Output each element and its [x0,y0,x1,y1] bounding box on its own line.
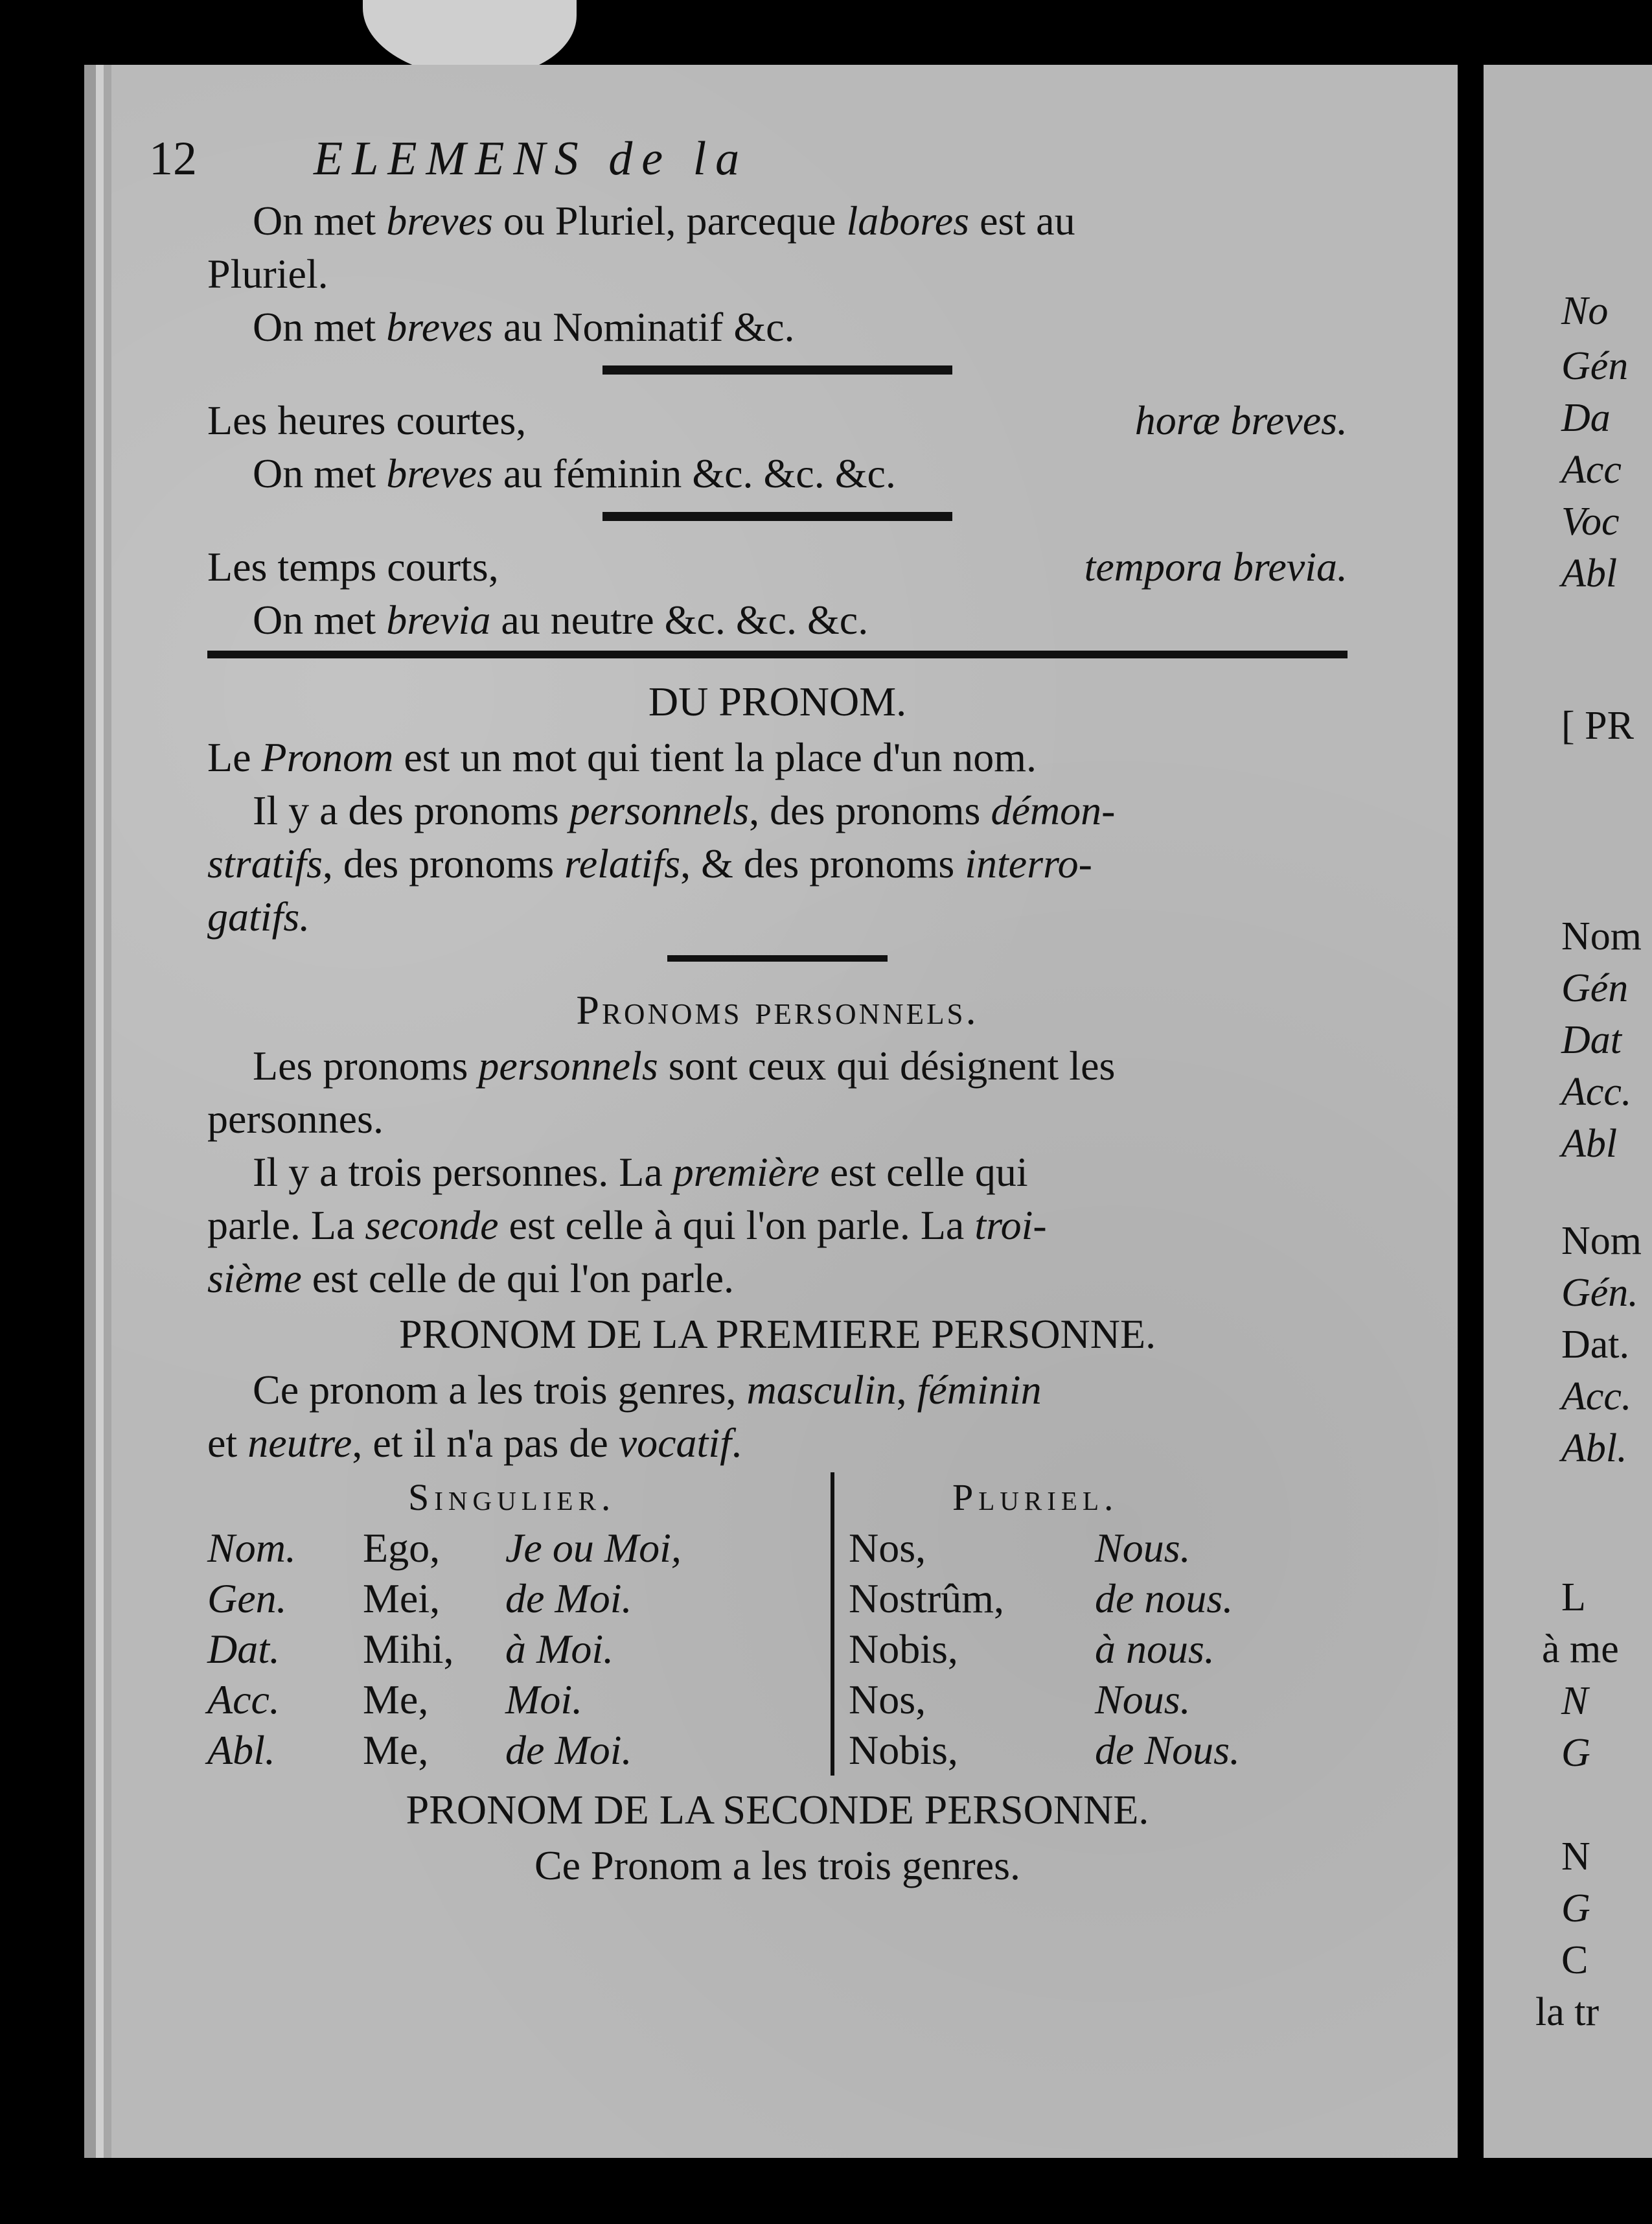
adjacent-line: Voc [1561,500,1620,544]
adjacent-line: Acc [1561,448,1622,492]
latin-singular: Mihi, [363,1626,454,1672]
french-singular: Je ou Moi, [505,1525,682,1571]
adjacent-line: Gén [1561,344,1629,388]
case-label: Acc. [207,1676,280,1722]
adjacent-line: Nom [1561,914,1642,958]
case-label: Dat. [207,1626,280,1672]
text-line: Il y a des pronoms personnels, des pronoms démon- [253,787,1116,833]
separator-rule [667,955,888,962]
adjacent-line: G [1561,1731,1590,1775]
text-line: parle. La seconde est celle à qui l'on parle. La troi- [207,1202,1047,1248]
adjacent-line: Abl. [1561,1426,1627,1470]
example-row: Les temps courts, tempora brevia. [207,544,1348,590]
latin-plural: Nobis, [849,1727,958,1773]
adjacent-line: Acc. [1561,1070,1632,1114]
text-line: Le Pronom est un mot qui tient la place d'un nom. [207,734,1037,780]
adjacent-line: G [1561,1886,1590,1930]
plural-heading: Pluriel. [952,1476,1119,1518]
adjacent-line: N [1561,1679,1589,1723]
adjacent-line: Gén [1561,966,1629,1010]
text-line: On met brevia au neutre &c. &c. &c. [253,597,869,643]
adjacent-page [1484,65,1652,2158]
adjacent-line: Da [1561,396,1611,440]
latin-plural: Nos, [849,1525,926,1571]
text-line: Pluriel. [207,251,328,297]
text-line: sième est celle de qui l'on parle. [207,1255,734,1301]
section-title: DU PRONOM. [648,678,907,724]
adjacent-line: Gén. [1561,1271,1638,1315]
running-title: ELEMENS de la [314,132,749,185]
text-line: personnes. [207,1096,384,1142]
section-title: PRONOM DE LA PREMIERE PERSONNE. [398,1311,1156,1357]
case-label: Nom. [207,1525,296,1571]
latin-plural: Nostrûm, [849,1575,1004,1621]
adjacent-line: Dat. [1561,1323,1630,1367]
separator-rule [207,651,1348,658]
latin-singular: Ego, [363,1525,441,1571]
latin-singular: Mei, [363,1575,441,1621]
adjacent-line: [ PR [1561,704,1634,748]
french-plural: de nous. [1095,1575,1233,1621]
text-line: On met breves au Nominatif &c. [253,304,795,350]
text-line: Il y a trois personnes. La première est celle qui [253,1149,1028,1195]
text-line: et neutre, et il n'a pas de vocatif. [207,1420,742,1466]
running-header [149,123,1348,194]
adjacent-line: Abl [1561,551,1618,596]
separator-rule [602,512,952,521]
text-line: On met breves au féminin &c. &c. &c. [253,450,896,496]
french-plural: de Nous. [1095,1727,1240,1773]
french-plural: à nous. [1095,1626,1215,1672]
adjacent-line: la tr [1535,1990,1600,2034]
french-plural: Nous. [1095,1676,1191,1722]
french-singular: de Moi. [505,1575,632,1621]
adjacent-line: No [1561,289,1609,333]
example-row: Les heures courtes, horæ breves. [207,397,1348,443]
page-number: 12 [149,132,197,185]
latin-plural: Nobis, [849,1626,958,1672]
latin-singular: Me, [363,1676,429,1722]
latin-singular: Me, [363,1727,429,1773]
declension-table [207,1472,1348,1776]
text-line: Les pronoms personnels sont ceux qui désignent les [253,1043,1116,1089]
page-content [149,123,1348,1892]
adjacent-line: Dat [1561,1018,1622,1062]
adjacent-line: Abl [1561,1122,1618,1166]
french-singular: à Moi. [505,1626,614,1672]
section-title: Pronoms personnels. [576,987,979,1033]
adjacent-line: C [1561,1938,1589,1982]
text-line: Ce pronom a les trois genres, masculin, féminin [253,1367,1042,1413]
section-title: PRONOM DE LA SECONDE PERSONNE. [406,1787,1149,1833]
text-line: Ce Pronom a les trois genres. [534,1842,1021,1888]
text-line: On met breves ou Pluriel, parceque labores est au [253,198,1075,244]
case-label: Abl. [207,1727,275,1773]
singular-heading: Singulier. [408,1476,616,1518]
adjacent-line: à me [1542,1627,1619,1671]
adjacent-line: N [1561,1835,1590,1879]
text-line: gatifs. [207,894,310,940]
case-label: Gen. [207,1575,287,1621]
adjacent-line: Nom [1561,1219,1642,1263]
latin-plural: Nos, [849,1676,926,1722]
french-singular: de Moi. [505,1727,632,1773]
french-singular: Moi. [505,1676,583,1722]
adjacent-line: L [1561,1575,1586,1619]
text-line: stratifs, des pronoms relatifs, & des pronoms interro- [207,840,1092,886]
french-plural: Nous. [1095,1525,1191,1571]
column-divider [831,1472,834,1776]
separator-rule [602,365,952,375]
adjacent-line: Acc. [1561,1374,1632,1419]
